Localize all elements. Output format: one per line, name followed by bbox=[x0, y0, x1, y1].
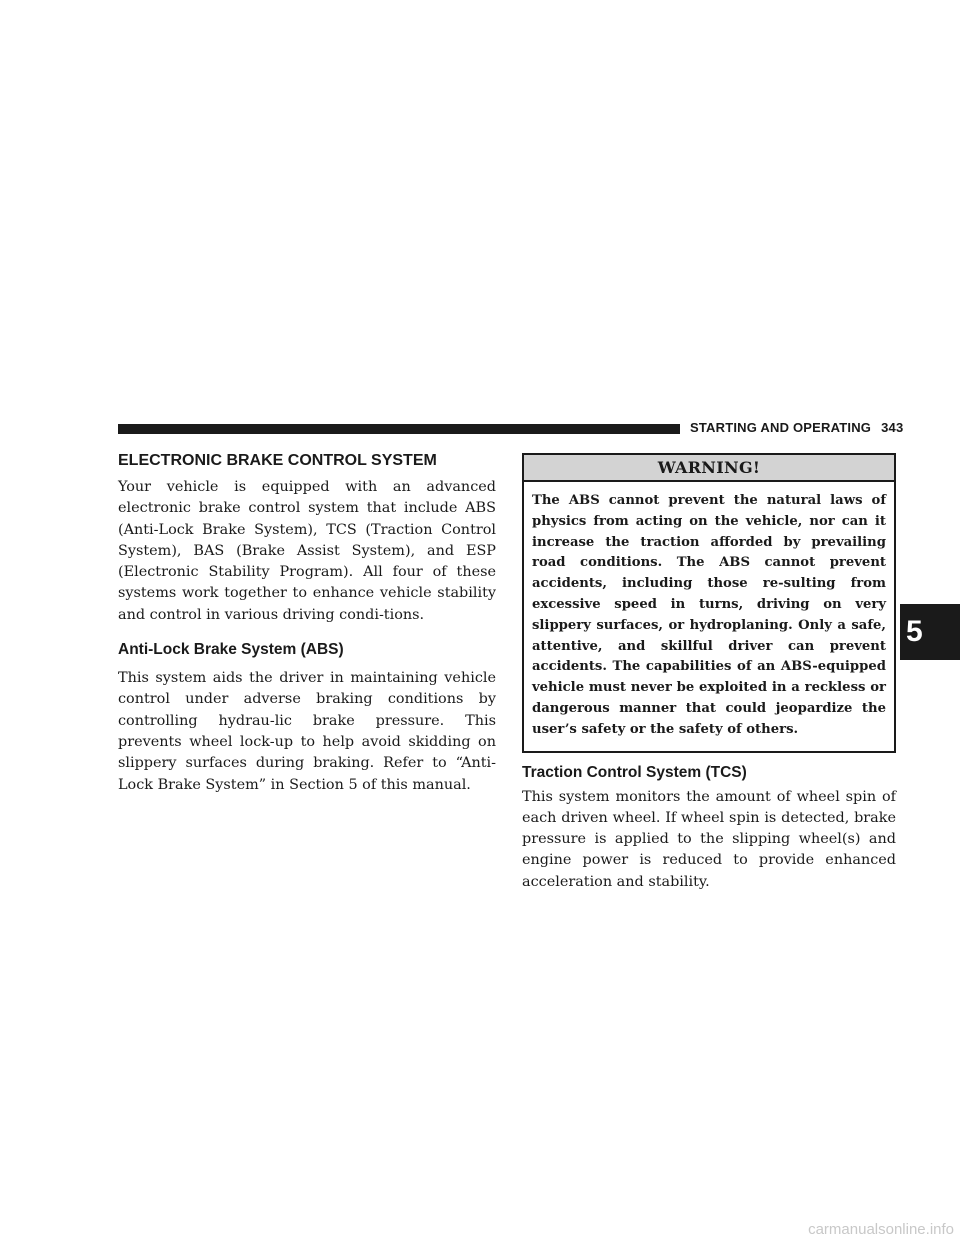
warning-text: The ABS cannot prevent the natural laws of physics from acting on the vehicle, nor can it increase the traction afforded by prevailing road conditions. The ABS cannot prevent accidents, including those re-sulting from excessive speed in turns, driving on very slippery surfaces, or hydroplaning. Only a safe, attentive, and skillful driver can prevent accidents. The capabilities of an ABS-equipped vehicle must never be exploited in a reckless or dangerous manner that could jeopardize the user’s safety or the safety of others. bbox=[532, 493, 886, 737]
abs-heading: Anti-Lock Brake System (ABS) bbox=[118, 641, 344, 659]
intro-paragraph: Your vehicle is equipped with an advanced electronic brake control system that include ABS (Anti-Lock Brake System), TCS (Traction Control System), BAS (Brake Assist System), and ESP (Electronic Stability Program). All four of these systems work together to enhance vehicle stability and control in various driving condi-tions. bbox=[118, 479, 496, 623]
warning-box bbox=[522, 453, 896, 753]
running-header bbox=[690, 420, 903, 435]
section-tab: 5 bbox=[900, 604, 960, 660]
left-column bbox=[118, 451, 496, 796]
section-title: ELECTRONIC BRAKE CONTROL SYSTEM bbox=[118, 452, 437, 469]
tcs-paragraph: This system monitors the amount of wheel spin of each driven wheel. If wheel spin is detected, brake pressure is applied to the slipping wheel(s) and engine power is reduced to provide enhanced acceleration and stability. bbox=[522, 788, 896, 890]
header-section-name: STARTING AND OPERATING bbox=[690, 420, 872, 435]
abs-paragraph: This system aids the driver in maintaining vehicle control under adverse braking conditions by controlling hydrau-lic brake pressure. This prevents wheel lock-up to help avoid skidding on slippery surfaces during braking. Refer to “Anti-Lock Brake System” in Section 5 of this manual. bbox=[118, 670, 496, 793]
watermark[interactable]: carmanualsonline.info bbox=[808, 1221, 954, 1238]
right-column bbox=[522, 453, 896, 893]
warning-title: WARNING! bbox=[524, 455, 894, 482]
header-rule bbox=[118, 424, 680, 434]
page-number: 343 bbox=[881, 420, 904, 435]
tcs-heading: Traction Control System (TCS) bbox=[522, 763, 747, 781]
